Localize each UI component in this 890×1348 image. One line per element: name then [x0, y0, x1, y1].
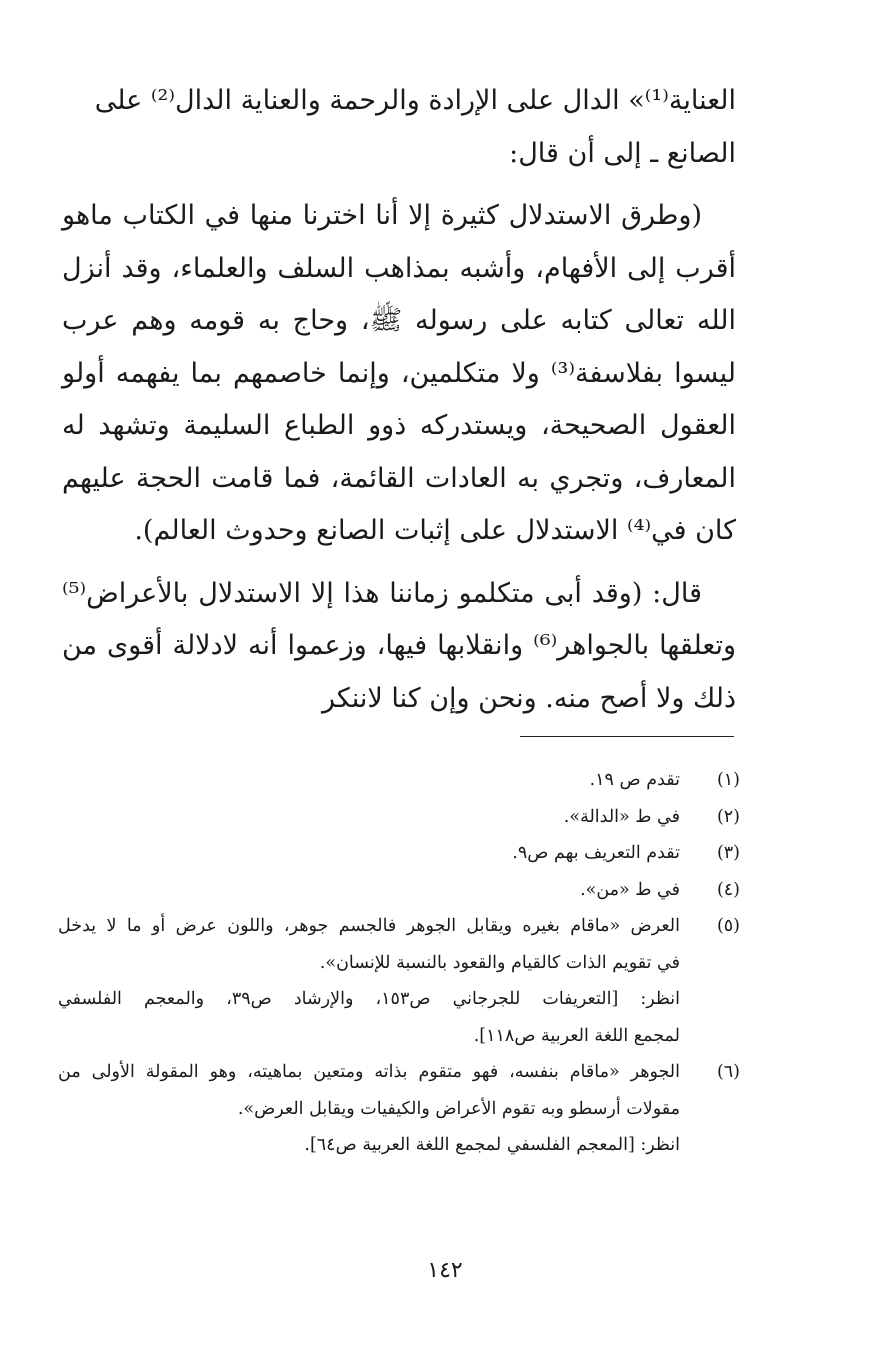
footnote-text — [58, 799, 680, 836]
footnote-line: العرض «ماقام بغيره ويقابل الجوهر فالجسم جوهر، واللون عرض أو ما لا يدخل — [58, 916, 680, 936]
footnote-line: تقدم ص ١٩. — [589, 770, 680, 790]
main-text — [62, 75, 736, 725]
footnote-number: (٤) — [716, 879, 740, 900]
footnote-text — [58, 762, 680, 799]
footnote-line: مقولات أرسطو وبه تقوم الأعراض والكيفيات ويقابل العرض». — [237, 1098, 680, 1119]
text-line: العناية⁽¹⁾» الدال على الإرادة والرحمة والعناية الدال⁽²⁾ على — [94, 85, 736, 116]
text-line: الاستدلال على إثبات الصانع وحدوث العالم). — [134, 515, 619, 546]
footnote-line: في تقويم الذات كالقيام والقعود بالنسبة للإنسان». — [319, 952, 680, 973]
footnote-line: في ط «الدالة». — [563, 806, 680, 827]
text-line: قال: (وقد أبى متكلمو زماننا هذا إلا الاستدلال — [198, 577, 702, 609]
footnote-line: في ط «من». — [580, 879, 680, 900]
footnote-number: (٢) — [716, 806, 740, 827]
footnote-line: لمجمع اللغة العربية ص١١٨]. — [473, 1025, 680, 1046]
footnote-text — [58, 872, 680, 909]
footnote-line: تقدم التعريف بهم ص٩. — [512, 843, 680, 863]
footnote-number: (٣) — [716, 843, 740, 863]
footnote-number: (١) — [716, 770, 740, 790]
text-line: بالأعراض⁽⁵⁾ وتعلقها بالجواهر⁽⁶⁾ وانقلابها فيها، وزعموا أنه — [62, 577, 737, 661]
footnote-number: (٦) — [716, 1062, 740, 1082]
paragraph-3 — [62, 568, 736, 726]
paragraph-1 — [62, 75, 736, 180]
text-line: لادلالة أقوى من ذلك ولا أصح منه. ونحن وإن كنا لاننكر — [62, 630, 736, 714]
text-line: الصانع ـ إلى أن قال: — [509, 137, 736, 169]
page-number: ١٤٢ — [427, 1258, 463, 1283]
text-line: (وطرق الاستدلال كثيرة إلا أنا اخترنا منها في الكتاب ماهو — [62, 200, 702, 231]
footnote-4 — [58, 872, 740, 909]
footnote-1 — [58, 762, 740, 799]
text-line: الصحيحة، ويستدركه ذوو الطباع السليمة وتشهد له المعارف، — [62, 410, 737, 494]
text-line: أقرب إلى الأفهام، وأشبه بمذاهب السلف والعلماء، وقد أنزل الله — [62, 252, 736, 336]
footnote-2 — [58, 799, 740, 836]
paragraph-2 — [62, 190, 736, 558]
footnote-text — [58, 1054, 680, 1164]
footnote-6 — [58, 1054, 740, 1164]
text-line: تعالى كتابه على رسوله ﷺ، وحاج به قومه وهم عرب ليسوا — [62, 305, 736, 389]
footnotes — [58, 762, 740, 1164]
footnote-line: الجوهر «ماقام بنفسه، فهو متقوم بذاته ومتعين بماهيته، وهو المقولة الأولى من — [58, 1062, 680, 1082]
footnote-line: انظر: [المعجم الفلسفي لمجمع اللغة العربية ص٦٤]. — [304, 1135, 680, 1155]
text-line: بفلاسفة⁽³⁾ ولا متكلمين، وإنما خاصمهم بما يفهمه أولو العقول — [62, 357, 736, 441]
footnote-text — [58, 908, 680, 1054]
footnote-separator — [520, 736, 734, 737]
footnote-5 — [58, 908, 740, 1054]
footnote-number: (٥) — [716, 916, 740, 936]
footnote-text — [58, 835, 680, 872]
footnote-line: انظر: [التعريفات للجرجاني ص١٥٣، والإرشاد ص٣٩، والمعجم الفلسفي — [58, 989, 680, 1009]
text-line: وتجري به العادات القائمة، فما قامت الحجة عليهم كان في⁽⁴⁾ — [62, 462, 736, 546]
footnote-3 — [58, 835, 740, 872]
